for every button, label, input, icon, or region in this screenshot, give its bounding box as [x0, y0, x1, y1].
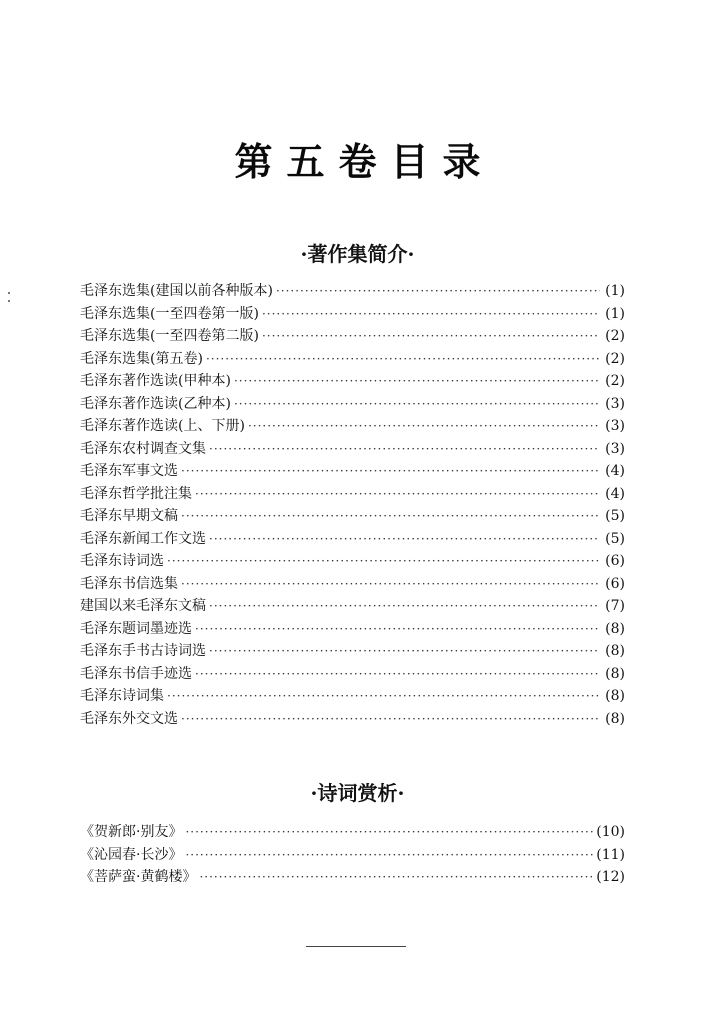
dot-leader [195, 483, 600, 506]
toc-entry-page: (6) [605, 575, 625, 592]
toc-entry-title: 毛泽东著作选读(乙种本) [80, 395, 231, 412]
toc-entry-page: (1) [605, 305, 625, 322]
toc-entry [80, 348, 625, 371]
toc-entry [80, 866, 625, 889]
toc-entry-page: (10) [596, 824, 625, 840]
toc-entry-page: (6) [605, 553, 625, 569]
toc-entry-page: (8) [605, 688, 625, 704]
toc-entry-title: 毛泽东著作选读(上、下册) [80, 418, 245, 434]
toc-entry-title: 毛泽东著作选读(甲种本) [80, 373, 231, 389]
toc-entry [80, 438, 625, 461]
toc-entry-title: 毛泽东题词墨迹选 [80, 620, 192, 637]
toc-entry-title: 毛泽东书信手迹选 [80, 665, 192, 682]
dot-leader [262, 303, 600, 326]
toc-entry [80, 573, 625, 596]
toc-entry-title: 毛泽东外交文选 [80, 710, 178, 727]
toc-entry-title: 毛泽东军事文选 [80, 463, 178, 479]
toc-entry-page: (4) [605, 485, 625, 502]
dot-leader [248, 415, 600, 438]
toc-entry-title: 《贺新郎·别友》 [80, 824, 183, 840]
dot-leader [209, 595, 600, 618]
toc-entry [80, 663, 625, 686]
dot-leader [167, 685, 600, 708]
toc-entry-page: (2) [605, 328, 625, 344]
toc-entry-title: 毛泽东书信选集 [80, 575, 178, 592]
margin-mark [8, 292, 10, 294]
dot-leader [181, 573, 600, 596]
dot-leader [206, 348, 600, 371]
toc-entry-title: 毛泽东选集(建国以前各种版本) [80, 283, 273, 299]
dot-leader [185, 844, 593, 867]
dot-leader [199, 866, 593, 889]
dot-leader [181, 505, 600, 528]
dot-leader [209, 528, 600, 551]
toc-entry [80, 528, 625, 551]
toc-entry-page: (2) [605, 350, 625, 367]
page-title: 第五卷目录 [234, 140, 495, 185]
dot-leader [262, 325, 600, 348]
toc-entry-page: (5) [605, 530, 625, 547]
toc-entry-page: (4) [605, 463, 625, 479]
margin-mark [8, 300, 10, 302]
toc-entry-page: (8) [605, 643, 625, 659]
toc-entry [80, 844, 625, 867]
toc-list-poetry [80, 821, 625, 889]
toc-entry-title: 毛泽东早期文稿 [80, 508, 178, 524]
toc-entry [80, 550, 625, 573]
dot-leader [185, 821, 593, 844]
toc-entry-title: 毛泽东选集(一至四卷第二版) [80, 328, 259, 344]
section-heading-works: ·著作集简介· [300, 241, 415, 266]
dot-leader [181, 460, 600, 483]
toc-entry-page: (8) [605, 710, 625, 727]
dot-leader [234, 393, 600, 416]
dot-leader [195, 663, 600, 686]
toc-entry [80, 303, 625, 326]
toc-entry-page: (3) [605, 395, 625, 412]
toc-entry [80, 325, 625, 348]
toc-entry-page: (2) [605, 373, 625, 389]
toc-entry-page: (5) [605, 508, 625, 524]
toc-entry [80, 505, 625, 528]
dot-leader [276, 280, 600, 303]
toc-entry [80, 483, 625, 506]
toc-entry-title: 毛泽东诗词集 [80, 688, 164, 704]
toc-entry [80, 370, 625, 393]
toc-entry [80, 708, 625, 731]
toc-entry-page: (1) [605, 283, 625, 299]
toc-entry [80, 640, 625, 663]
dot-leader [234, 370, 600, 393]
toc-list-works [80, 280, 625, 730]
toc-entry-title: 毛泽东手书古诗词选 [80, 643, 206, 659]
dot-leader [209, 640, 600, 663]
toc-entry [80, 685, 625, 708]
toc-entry-title: 毛泽东农村调查文集 [80, 440, 206, 457]
toc-entry [80, 393, 625, 416]
toc-entry [80, 821, 625, 844]
toc-entry-title: 毛泽东诗词选 [80, 553, 164, 569]
toc-entry-title: 毛泽东新闻工作文选 [80, 530, 206, 547]
toc-entry [80, 618, 625, 641]
section-heading-poetry: ·诗词赏析· [310, 780, 405, 805]
toc-entry-page: (12) [596, 869, 625, 885]
toc-entry-title: 毛泽东选集(一至四卷第一版) [80, 305, 259, 322]
toc-entry-page: (7) [605, 598, 625, 614]
toc-entry-title: 毛泽东选集(第五卷) [80, 350, 203, 367]
dot-leader [167, 550, 600, 573]
toc-entry-page: (3) [605, 418, 625, 434]
dot-leader [181, 708, 600, 731]
toc-entry [80, 415, 625, 438]
dot-leader [195, 618, 600, 641]
toc-entry-page: (8) [605, 620, 625, 637]
footer-rule [306, 946, 406, 947]
toc-entry [80, 460, 625, 483]
toc-entry-page: (11) [596, 846, 625, 863]
toc-entry-page: (8) [605, 665, 625, 682]
dot-leader [209, 438, 600, 461]
toc-entry-title: 《菩萨蛮·黄鹤楼》 [80, 869, 197, 885]
toc-entry [80, 280, 625, 303]
toc-entry-title: 毛泽东哲学批注集 [80, 485, 192, 502]
toc-entry-title: 《沁园春·长沙》 [80, 846, 183, 863]
toc-entry [80, 595, 625, 618]
toc-entry-title: 建国以来毛泽东文稿 [80, 598, 206, 614]
toc-entry-page: (3) [605, 440, 625, 457]
